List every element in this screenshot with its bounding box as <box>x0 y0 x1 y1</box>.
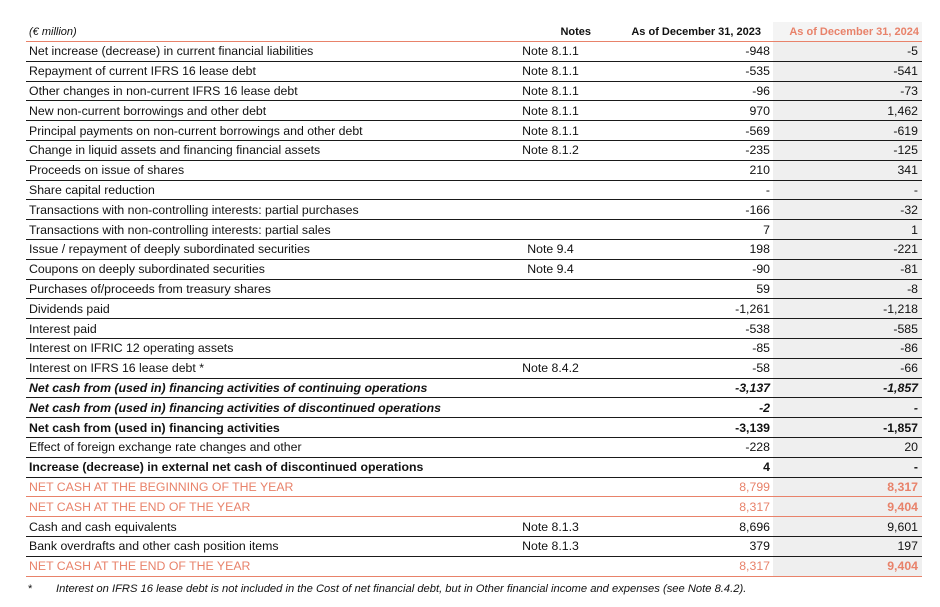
table-row <box>26 358 922 378</box>
value-2023: 210 <box>601 160 773 180</box>
value-2024: -66 <box>773 358 922 378</box>
row-label: Issue / repayment of deeply subordinated securities <box>26 239 500 259</box>
value-2024: - <box>773 180 922 200</box>
value-2024: -619 <box>773 121 922 141</box>
value-2023: 198 <box>601 239 773 259</box>
row-note <box>500 457 601 477</box>
table-row <box>26 319 922 339</box>
row-note <box>500 180 601 200</box>
row-note: Note 8.1.1 <box>500 61 601 81</box>
value-2024: 9,404 <box>773 556 922 576</box>
value-2023: - <box>601 180 773 200</box>
row-note: Note 8.1.2 <box>500 140 601 160</box>
row-label: Net increase (decrease) in current financial liabilities <box>26 42 500 62</box>
value-2023: 970 <box>601 101 773 121</box>
row-label: Effect of foreign exchange rate changes and other <box>26 437 500 457</box>
value-2023: -538 <box>601 319 773 339</box>
row-note <box>500 398 601 418</box>
value-2024: 9,601 <box>773 517 922 537</box>
row-label: Share capital reduction <box>26 180 500 200</box>
value-2023: 4 <box>601 457 773 477</box>
row-note <box>500 299 601 319</box>
row-label: New non-current borrowings and other debt <box>26 101 500 121</box>
table-row <box>26 398 922 418</box>
table-row <box>26 121 922 141</box>
unit-label: (€ million) <box>26 22 500 42</box>
table-row <box>26 279 922 299</box>
value-2024: -1,857 <box>773 378 922 398</box>
row-note: Note 8.1.1 <box>500 101 601 121</box>
row-label: Other changes in non-current IFRS 16 lease debt <box>26 81 500 101</box>
row-label: Bank overdrafts and other cash position items <box>26 536 500 556</box>
value-2024: 341 <box>773 160 922 180</box>
row-note <box>500 437 601 457</box>
row-label: Repayment of current IFRS 16 lease debt <box>26 61 500 81</box>
row-note: Note 8.1.1 <box>500 81 601 101</box>
row-note <box>500 160 601 180</box>
row-note <box>500 319 601 339</box>
footnote <box>26 583 922 595</box>
row-label: Interest on IFRIC 12 operating assets <box>26 338 500 358</box>
value-2024: 1,462 <box>773 101 922 121</box>
value-2023: -569 <box>601 121 773 141</box>
value-2023: 7 <box>601 220 773 240</box>
value-2023: -948 <box>601 42 773 62</box>
value-2024: 9,404 <box>773 497 922 517</box>
row-note <box>500 497 601 517</box>
table-row <box>26 61 922 81</box>
value-2023: -3,137 <box>601 378 773 398</box>
row-label: Increase (decrease) in external net cash of discontinued operations <box>26 457 500 477</box>
row-note: Note 8.4.2 <box>500 358 601 378</box>
value-2024: -585 <box>773 319 922 339</box>
row-note <box>500 200 601 220</box>
row-label: Transactions with non-controlling interests: partial purchases <box>26 200 500 220</box>
table-body <box>26 42 922 577</box>
value-2024: - <box>773 398 922 418</box>
value-2023: 379 <box>601 536 773 556</box>
table-row <box>26 477 922 497</box>
value-2024: -86 <box>773 338 922 358</box>
value-2023: -235 <box>601 140 773 160</box>
row-note: Note 8.1.3 <box>500 517 601 537</box>
table-row <box>26 160 922 180</box>
value-2024: -221 <box>773 239 922 259</box>
value-2023: -2 <box>601 398 773 418</box>
value-2023: -85 <box>601 338 773 358</box>
value-2023: -96 <box>601 81 773 101</box>
value-2024: 8,317 <box>773 477 922 497</box>
table-row <box>26 497 922 517</box>
value-2023: -1,261 <box>601 299 773 319</box>
financing-cash-flow-table-wrapper <box>26 22 922 595</box>
table-row <box>26 418 922 438</box>
column-header-2024: As of December 31, 2024 <box>773 22 922 42</box>
table-row <box>26 239 922 259</box>
table-row <box>26 259 922 279</box>
value-2023: -90 <box>601 259 773 279</box>
table-row <box>26 140 922 160</box>
value-2024: -125 <box>773 140 922 160</box>
row-label: Net cash from (used in) financing activities of discontinued operations <box>26 398 500 418</box>
value-2023: -535 <box>601 61 773 81</box>
table-row <box>26 536 922 556</box>
value-2023: 8,317 <box>601 556 773 576</box>
table-row <box>26 81 922 101</box>
financing-cash-flow-table <box>26 22 922 577</box>
value-2023: -3,139 <box>601 418 773 438</box>
row-label: NET CASH AT THE END OF THE YEAR <box>26 556 500 576</box>
value-2024: -8 <box>773 279 922 299</box>
footnote-text: Interest on IFRS 16 lease debt is not included in the Cost of net financial debt, but in Other financial income and expenses (see Note 8.4.2). <box>56 582 747 595</box>
row-label: Change in liquid assets and financing financial assets <box>26 140 500 160</box>
row-note: Note 9.4 <box>500 259 601 279</box>
table-row <box>26 299 922 319</box>
value-2023: 8,799 <box>601 477 773 497</box>
table-row <box>26 517 922 537</box>
row-label: Transactions with non-controlling interests: partial sales <box>26 220 500 240</box>
row-note: Note 8.1.1 <box>500 42 601 62</box>
value-2024: -81 <box>773 259 922 279</box>
row-note <box>500 556 601 576</box>
row-label: NET CASH AT THE BEGINNING OF THE YEAR <box>26 477 500 497</box>
value-2023: 59 <box>601 279 773 299</box>
row-note <box>500 418 601 438</box>
value-2024: 1 <box>773 220 922 240</box>
table-row <box>26 457 922 477</box>
table-row <box>26 101 922 121</box>
table-row <box>26 42 922 62</box>
row-label: Dividends paid <box>26 299 500 319</box>
row-note <box>500 378 601 398</box>
table-row <box>26 556 922 576</box>
table-row <box>26 437 922 457</box>
row-note: Note 8.1.1 <box>500 121 601 141</box>
row-note <box>500 220 601 240</box>
table-row <box>26 200 922 220</box>
row-label: Coupons on deeply subordinated securities <box>26 259 500 279</box>
value-2024: -32 <box>773 200 922 220</box>
table-row <box>26 220 922 240</box>
row-label: Principal payments on non-current borrowings and other debt <box>26 121 500 141</box>
table-header-row <box>26 22 922 42</box>
value-2024: - <box>773 457 922 477</box>
notes-column-header: Notes <box>500 22 601 42</box>
row-note: Note 9.4 <box>500 239 601 259</box>
value-2023: -228 <box>601 437 773 457</box>
row-label: Interest on IFRS 16 lease debt * <box>26 358 500 378</box>
value-2024: -73 <box>773 81 922 101</box>
value-2024: -5 <box>773 42 922 62</box>
row-note <box>500 279 601 299</box>
row-label: Interest paid <box>26 319 500 339</box>
row-label: Purchases of/proceeds from treasury shares <box>26 279 500 299</box>
value-2023: -58 <box>601 358 773 378</box>
footnote-mark: * <box>28 582 33 595</box>
row-note <box>500 477 601 497</box>
value-2023: -166 <box>601 200 773 220</box>
value-2024: 197 <box>773 536 922 556</box>
table-row <box>26 338 922 358</box>
value-2024: 20 <box>773 437 922 457</box>
column-header-2023: As of December 31, 2023 <box>601 22 773 42</box>
row-label: Cash and cash equivalents <box>26 517 500 537</box>
value-2023: 8,317 <box>601 497 773 517</box>
value-2024: -1,857 <box>773 418 922 438</box>
value-2024: -541 <box>773 61 922 81</box>
row-label: Net cash from (used in) financing activities of continuing operations <box>26 378 500 398</box>
table-row <box>26 180 922 200</box>
row-note: Note 8.1.3 <box>500 536 601 556</box>
table-row <box>26 378 922 398</box>
value-2024: -1,218 <box>773 299 922 319</box>
row-label: Proceeds on issue of shares <box>26 160 500 180</box>
row-label: NET CASH AT THE END OF THE YEAR <box>26 497 500 517</box>
value-2023: 8,696 <box>601 517 773 537</box>
row-label: Net cash from (used in) financing activities <box>26 418 500 438</box>
row-note <box>500 338 601 358</box>
